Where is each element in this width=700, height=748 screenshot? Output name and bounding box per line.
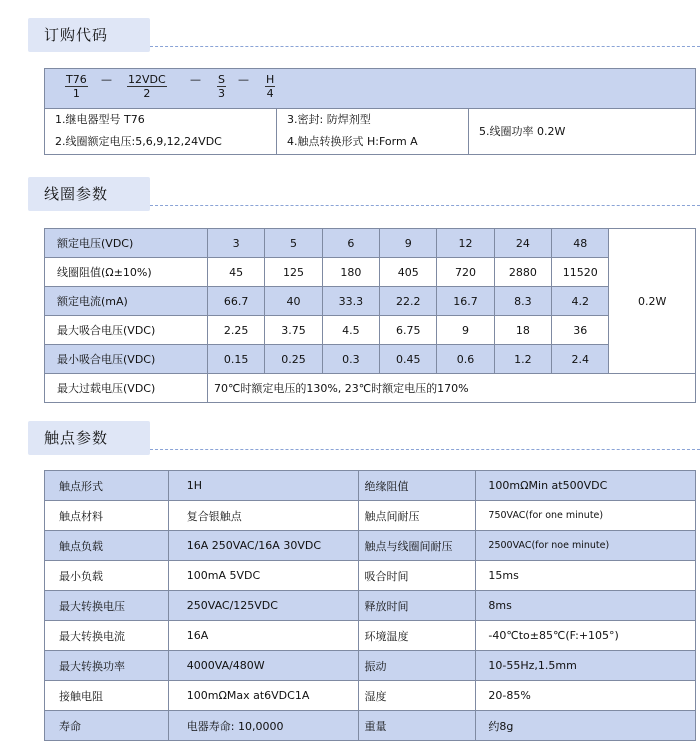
table-row [45,531,696,561]
cell-value: 180 [322,258,379,287]
param-name: 最大转换功率 [45,651,169,681]
param-value: 2500VAC(for noe minute) [476,531,696,561]
table-row [45,258,696,287]
table-row [45,471,696,501]
table-row [45,711,696,741]
param-name: 释放时间 [358,591,476,621]
cell-value: 48 [552,229,609,258]
order-note-2: 2.线圈额定电压:5,6,9,12,24VDC [55,135,222,148]
row-label: 额定电压(VDC) [45,229,208,258]
param-name: 触点间耐压 [358,501,476,531]
row-label: 额定电流(mA) [45,287,208,316]
row-label: 线圈阻值(Ω±10%) [45,258,208,287]
table-row [45,345,696,374]
order-note-4: 4.触点转换形式 H:Form A [287,135,418,148]
cell-value: 720 [437,258,494,287]
code-part-4: H 4 [266,73,275,100]
cell-value: 4.2 [552,287,609,316]
code-part-2: 12VDC 2 [128,73,166,100]
contact-section-title: 触点参数 [28,421,150,455]
param-name: 环境温度 [358,621,476,651]
code-separator: — [101,73,112,86]
param-value: 100mA 5VDC [168,561,358,591]
cell-value: 3.75 [265,316,322,345]
param-name: 绝缘阻值 [358,471,476,501]
cell-value: 3 [208,229,265,258]
param-name: 振动 [358,651,476,681]
cell-value: 36 [552,316,609,345]
param-name: 重量 [358,711,476,741]
param-name: 湿度 [358,681,476,711]
cell-value: 66.7 [208,287,265,316]
param-value: 15ms [476,561,696,591]
cell-value: 2880 [494,258,551,287]
order-notes-col-2 [277,109,469,154]
table-row [45,501,696,531]
order-code-header [45,69,695,109]
param-name: 吸合时间 [358,561,476,591]
overload-value: 70℃时额定电压的130%, 23℃时额定电压的170% [208,374,696,403]
contact-parameter-table [44,470,696,741]
table-row [45,621,696,651]
param-name: 触点材料 [45,501,169,531]
order-note-1: 1.继电器型号 T76 [55,113,145,126]
cell-value: 0.15 [208,345,265,374]
param-value: 电器寿命: 10,0000 [168,711,358,741]
order-note-3: 3.密封: 防焊剂型 [287,113,371,126]
param-value: 4000VA/480W [168,651,358,681]
order-section-header [0,18,700,52]
param-value: 750VAC(for one minute) [476,501,696,531]
coil-section-title: 线圈参数 [28,177,150,211]
cell-value: 12 [437,229,494,258]
cell-value: 11520 [552,258,609,287]
table-row [45,681,696,711]
order-notes-col-3 [469,109,695,154]
cell-value: 0.3 [322,345,379,374]
cell-value: 405 [380,258,437,287]
param-value: 16A 250VAC/16A 30VDC [168,531,358,561]
param-name: 最大转换电压 [45,591,169,621]
param-value: 20-85% [476,681,696,711]
section-divider [150,46,700,47]
table-row [45,561,696,591]
param-name: 触点负载 [45,531,169,561]
cell-value: 40 [265,287,322,316]
coil-parameter-table [44,228,696,403]
cell-value: 4.5 [322,316,379,345]
cell-value: 24 [494,229,551,258]
cell-value: 9 [437,316,494,345]
param-name: 寿命 [45,711,169,741]
table-row [45,229,696,258]
code-part-1: T76 1 [66,73,87,100]
order-section-title: 订购代码 [28,18,150,52]
coil-power-value: 0.2W [609,229,696,374]
param-value: 复合银触点 [168,501,358,531]
code-separator: — [238,73,249,86]
cell-value: 0.25 [265,345,322,374]
cell-value: 8.3 [494,287,551,316]
table-row [45,316,696,345]
param-value: 1H [168,471,358,501]
order-notes-col-1 [45,109,277,154]
param-value: 约8g [476,711,696,741]
param-value: -40℃to±85℃(F:+105°) [476,621,696,651]
section-divider [150,205,700,206]
param-name: 最大转换电流 [45,621,169,651]
param-name: 最小负载 [45,561,169,591]
table-row [45,374,696,403]
cell-value: 22.2 [380,287,437,316]
cell-value: 125 [265,258,322,287]
cell-value: 0.6 [437,345,494,374]
table-row [45,651,696,681]
order-note-5: 5.线圈功率 0.2W [479,125,566,138]
cell-value: 5 [265,229,322,258]
order-code-box [44,68,696,155]
row-label: 最大吸合电压(VDC) [45,316,208,345]
param-value: 100mΩMax at6VDC1A [168,681,358,711]
section-divider [150,449,700,450]
cell-value: 18 [494,316,551,345]
row-label: 最小吸合电压(VDC) [45,345,208,374]
table-row [45,591,696,621]
code-separator: — [190,73,201,86]
param-value: 100mΩMin at500VDC [476,471,696,501]
cell-value: 45 [208,258,265,287]
contact-section-header [0,421,700,455]
row-label: 最大过载电压(VDC) [45,374,208,403]
cell-value: 6.75 [380,316,437,345]
param-name: 触点形式 [45,471,169,501]
code-part-3: S 3 [217,73,225,100]
cell-value: 9 [380,229,437,258]
param-name: 触点与线圈间耐压 [358,531,476,561]
cell-value: 1.2 [494,345,551,374]
table-row [45,287,696,316]
param-value: 10-55Hz,1.5mm [476,651,696,681]
param-value: 8ms [476,591,696,621]
param-name: 接触电阻 [45,681,169,711]
cell-value: 16.7 [437,287,494,316]
cell-value: 2.25 [208,316,265,345]
cell-value: 0.45 [380,345,437,374]
coil-section-header [0,177,700,211]
param-value: 250VAC/125VDC [168,591,358,621]
cell-value: 6 [322,229,379,258]
cell-value: 33.3 [322,287,379,316]
cell-value: 2.4 [552,345,609,374]
param-value: 16A [168,621,358,651]
